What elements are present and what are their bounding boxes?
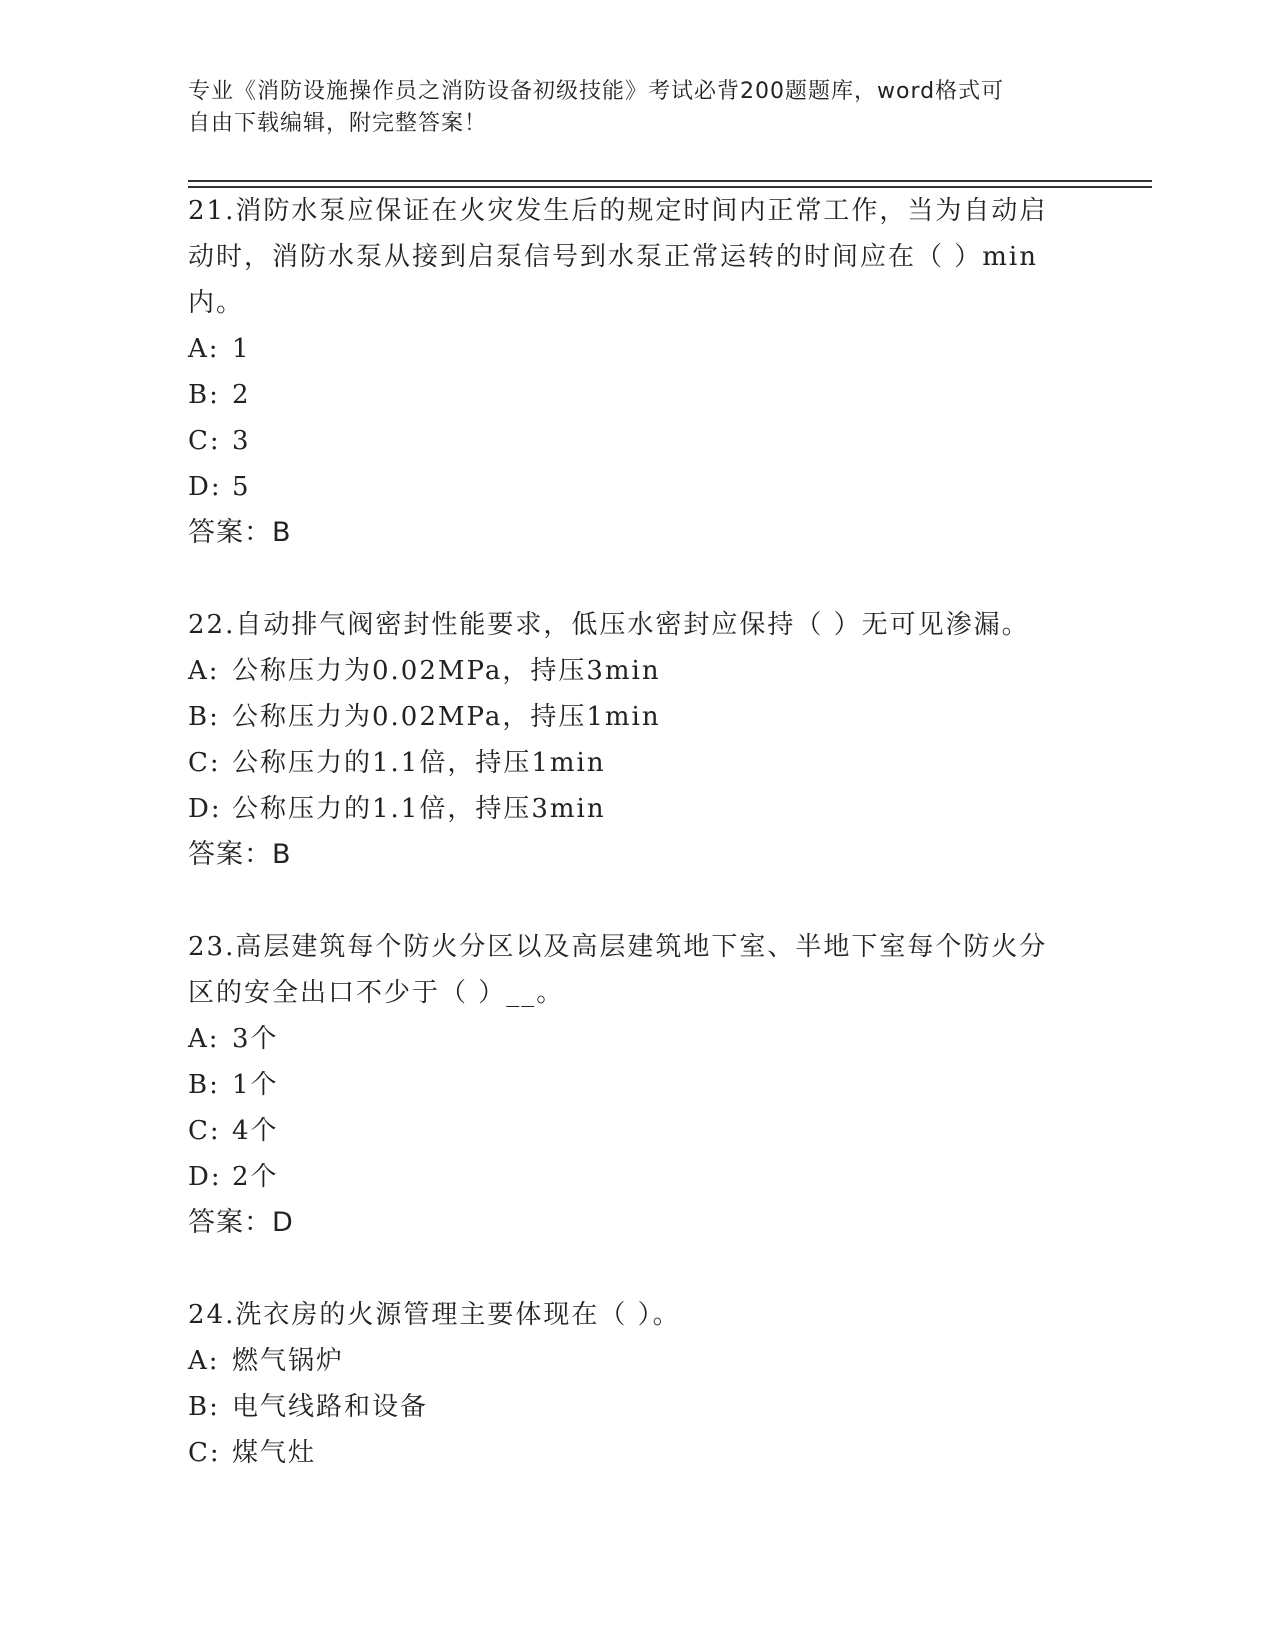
question-text-line: 21.消防水泵应保证在火灾发生后的规定时间内正常工作，当为自动启 [188,196,1048,226]
option-text: 公称压力的1.1倍，持压1min [232,748,606,778]
question-21 [188,188,1088,556]
option-b [188,1062,1088,1108]
option-label: C: [188,1116,221,1146]
option-text: 3个 [232,1024,279,1054]
option-d [188,786,1088,832]
option-text: 公称压力的1.1倍，持压3min [232,794,606,824]
question-text-line: 24.洗衣房的火源管理主要体现在（ ）。 [188,1300,681,1330]
option-label: D: [188,472,222,502]
option-text: 公称压力为0.02MPa，持压3min [232,656,661,686]
option-c [188,418,1088,464]
spacer [188,1246,1088,1292]
option-text: 电气线路和设备 [232,1392,429,1422]
question-22 [188,602,1088,878]
option-c [188,1108,1088,1154]
header-divider-top [188,180,1152,182]
option-text: 煤气灶 [232,1438,317,1468]
question-23 [188,924,1088,1246]
answer-line: 答案：B [188,517,292,548]
option-a [188,1016,1088,1062]
option-label: B: [188,1392,220,1422]
option-text: 1个 [232,1070,279,1100]
question-list [188,188,1088,1476]
question-text-line: 动时，消防水泵从接到启泵信号到水泵正常运转的时间应在（ ）min [188,242,1038,272]
option-label: B: [188,702,220,732]
option-label: C: [188,748,221,778]
question-24 [188,1292,1088,1476]
option-text: 5 [232,472,251,502]
spacer [188,556,1088,602]
option-label: A: [188,334,220,364]
option-label: D: [188,1162,222,1192]
option-text: 燃气锅炉 [232,1346,345,1376]
option-label: A: [188,1346,220,1376]
answer-line: 答案：D [188,1207,294,1238]
question-text-line: 23.高层建筑每个防火分区以及高层建筑地下室、半地下室每个防火分 [188,932,1048,962]
option-b [188,372,1088,418]
header-line-1: 专业《消防设施操作员之消防设备初级技能》考试必背200题题库，word格式可 [188,79,1005,104]
option-a [188,326,1088,372]
option-text: 4个 [232,1116,279,1146]
option-text: 3 [232,426,251,456]
option-text: 1 [232,334,251,364]
option-text: 2 [232,380,251,410]
option-d [188,464,1088,510]
document-header [188,76,1088,140]
option-b [188,694,1088,740]
option-label: C: [188,426,221,456]
option-c [188,740,1088,786]
option-label: B: [188,1070,220,1100]
option-a [188,1338,1088,1384]
question-text-line: 区的安全出口不少于（ ）__。 [188,978,565,1008]
option-label: A: [188,1024,220,1054]
question-text-line: 内。 [188,288,245,318]
option-label: C: [188,1438,221,1468]
option-label: D: [188,794,222,824]
spacer [188,878,1088,924]
header-line-2: 自由下载编辑，附完整答案！ [188,111,488,136]
option-d [188,1154,1088,1200]
option-b [188,1384,1088,1430]
option-label: B: [188,380,220,410]
question-text-line: 22.自动排气阀密封性能要求，低压水密封应保持（ ）无可见渗漏。 [188,610,1030,640]
option-a [188,648,1088,694]
option-text: 公称压力为0.02MPa，持压1min [232,702,661,732]
option-c [188,1430,1088,1476]
option-text: 2个 [232,1162,279,1192]
option-label: A: [188,656,220,686]
answer-line: 答案：B [188,839,292,870]
